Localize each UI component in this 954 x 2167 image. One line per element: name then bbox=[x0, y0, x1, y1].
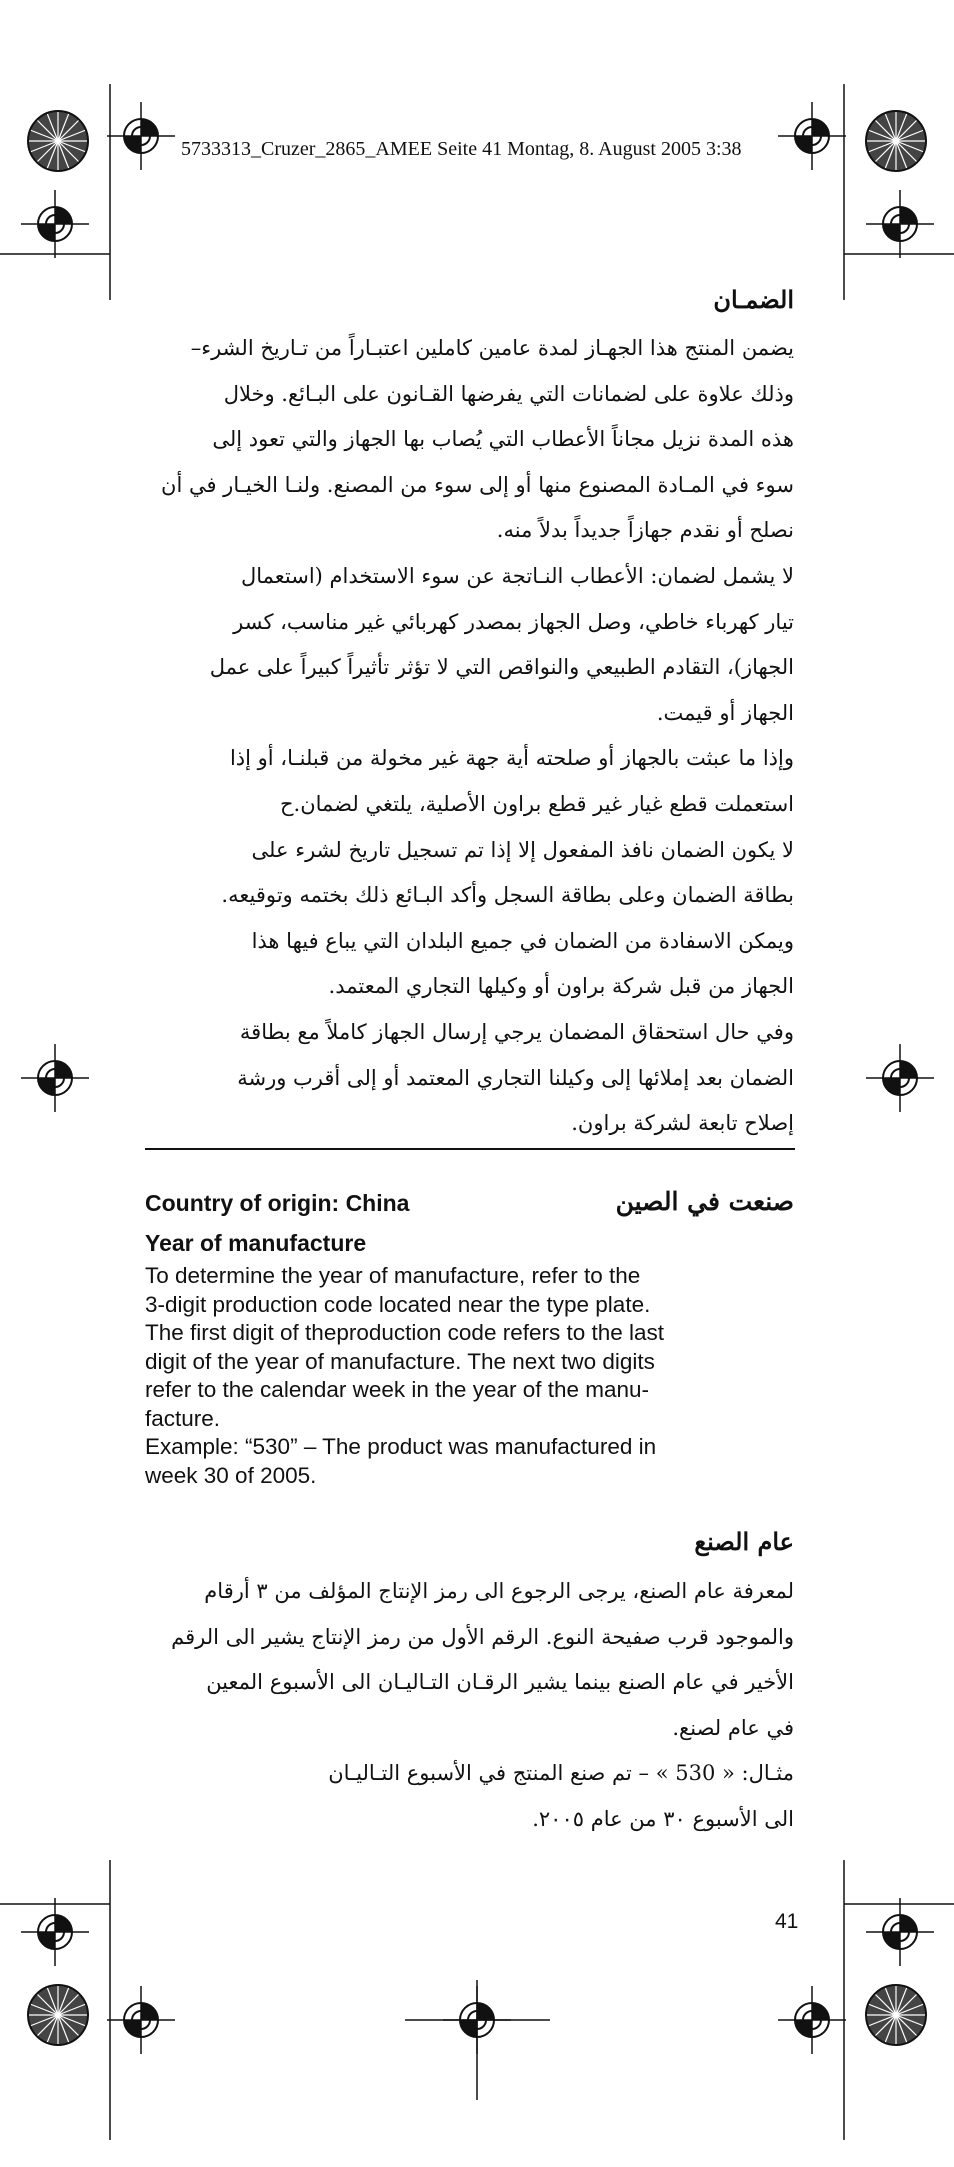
section-divider bbox=[145, 1148, 795, 1150]
year-line-en: Example: “530” – The product was manufactured in bbox=[145, 1434, 657, 1459]
registration-mark-icon bbox=[866, 1898, 934, 1966]
warranty-line: وذلك علاوة على لضمانات التي يفرضها القـانون على البـائع. وخلال bbox=[223, 381, 794, 406]
warranty-line: تيار كهرباء خاطي، وصل الجهاز بمصدر كهربائي غير مناسب، كسر bbox=[233, 609, 794, 634]
year-line-en: The first digit of theproduction code refers to the last bbox=[145, 1320, 665, 1345]
year-line-en: To determine the year of manufacture, refer to the bbox=[145, 1263, 641, 1288]
year-line-en: refer to the calendar week in the year of the manu- bbox=[145, 1377, 650, 1402]
starburst-target-icon bbox=[28, 111, 88, 171]
warranty-title: الضمـان bbox=[713, 285, 794, 314]
warranty-line: بطاقة الضمان وعلى بطاقة السجل وأكد البـائع ذلك بختمه وتوقيعه. bbox=[221, 883, 794, 908]
warranty-line: الجهاز)، التقادم الطبيعي والنواقص التي لا تؤثر تأثيراً كبيراً على عمل bbox=[209, 655, 794, 680]
warranty-line: هذه المدة نزيل مجاناً الأعطاب التي يُصاب بها الجهاز والتي تعود إلى bbox=[212, 427, 794, 452]
starburst-target-icon bbox=[866, 1985, 926, 2045]
warranty-line: نصلح أو نقدم جهازاً جديداً بدلاً منه. bbox=[496, 518, 794, 543]
warranty-line: ويمكن الاسفادة من الضمان في جميع البلدان التي يباع فيها هذا bbox=[251, 928, 794, 953]
year-line-en: facture. bbox=[145, 1405, 221, 1431]
starburst-target-icon bbox=[28, 1985, 88, 2045]
warranty-line: سوء في المـادة المصنوع منها أو إلى سوء من المصنع. ولنـا الخيـار في أن bbox=[161, 472, 794, 497]
registration-mark-icon bbox=[778, 1986, 846, 2054]
warranty-line: الضمان بعد إملائها إلى وكيلنا التجاري المعتمد أو إلى أقرب ورشة bbox=[237, 1065, 794, 1090]
warranty-line: وإذا ما عبثت بالجهاز أو صلحته أية جهة غير مخولة من قبلنـا، أو إذا bbox=[229, 746, 794, 771]
registration-mark-icon bbox=[107, 102, 175, 170]
registration-mark-icon bbox=[866, 1044, 934, 1112]
warranty-line: الجهاز أو قيمت. bbox=[656, 700, 794, 725]
year-line-ar: الأخير في عام الصنع بينما يشير الرقـان التـاليـان الى الأسبوع المعين bbox=[206, 1670, 794, 1695]
starburst-target-icon bbox=[866, 111, 926, 171]
registration-mark-icon bbox=[778, 102, 846, 170]
warranty-line: يضمن المنتج هذا الجهـاز لمدة عامين كاملين اعتبـاراً من تـاريخ الشرء– bbox=[190, 336, 794, 360]
year-line-en: week 30 of 2005. bbox=[145, 1462, 317, 1488]
registration-mark-icon bbox=[21, 1044, 89, 1112]
registration-mark-icon bbox=[107, 1986, 175, 2054]
page-number: 41 bbox=[775, 1910, 799, 1933]
year-line-ar: مثـال: « 530 » – تم صنع المنتج في الأسبوع التـاليـان bbox=[328, 1761, 794, 1786]
warranty-line: الجهاز من قبل شركة براون أو وكيلها التجاري المعتمد. bbox=[328, 974, 794, 999]
year-line-en: digit of the year of manufacture. The next two digits bbox=[145, 1348, 655, 1374]
year-line-en: 3-digit production code located near the type plate. bbox=[145, 1291, 651, 1317]
year-line-ar: الى الأسبوع ٣٠ من عام ٢٠٠٥. bbox=[532, 1806, 794, 1831]
year-of-manufacture-body bbox=[145, 1262, 785, 1490]
year-line-ar: لمعرفة عام الصنع، يرجى الرجوع الى رمز الإنتاج المؤلف من ٣ أرقام bbox=[204, 1579, 794, 1603]
warranty-body bbox=[154, 326, 794, 1147]
registration-mark-icon bbox=[21, 1898, 89, 1966]
warranty-line: لا يشمل لضمان: الأعطاب النـاتجة عن سوء الاستخدام (استعمال bbox=[240, 563, 794, 588]
warranty-line: وفي حال استحقاق المضمان يرجي إرسال الجهاز كاملاً مع بطاقة bbox=[239, 1019, 794, 1044]
year-line-ar: والموجود قرب صفيحة النوع. الرقم الأول من رمز الإنتاج يشير الى الرقم bbox=[171, 1624, 794, 1649]
warranty-line: استعملت قطع غيار غير قطع براون الأصلية، يلتغي لضمان.ح bbox=[279, 791, 794, 816]
warranty-line: إصلاح تابعة لشركة براون. bbox=[571, 1111, 794, 1136]
year-line-ar: في عام لصنع. bbox=[672, 1715, 794, 1740]
country-of-origin-en: Country of origin: China bbox=[145, 1190, 410, 1216]
registration-mark-icon bbox=[866, 190, 934, 258]
year-of-manufacture-ar-body bbox=[154, 1569, 794, 1843]
country-of-origin-ar: صنعت في الصين bbox=[615, 1187, 794, 1216]
print-header-slug: 5733313_Cruzer_2865_AMEE Seite 41 Montag, 8. August 2005 3:38 bbox=[181, 138, 742, 160]
year-of-manufacture-title: Year of manufacture bbox=[145, 1230, 367, 1256]
registration-mark-icon bbox=[21, 190, 89, 258]
warranty-line: لا يكون الضمان نافذ المفعول إلا إذا تم تسجيل تاريخ لشرء على bbox=[251, 837, 794, 862]
year-of-manufacture-ar-title: عام الصنع bbox=[694, 1527, 794, 1556]
